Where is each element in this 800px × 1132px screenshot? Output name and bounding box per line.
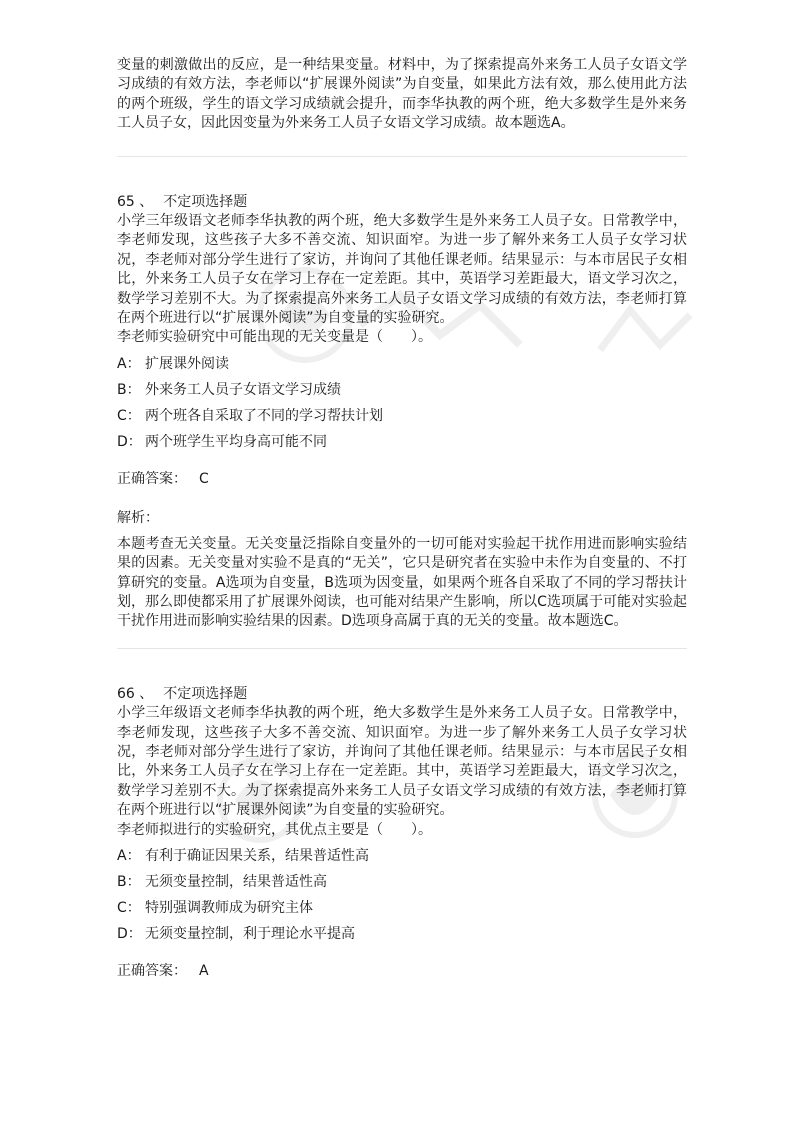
option-text: 无须变量控制，利于理论水平提高 bbox=[145, 925, 355, 942]
question-number: 66 、 bbox=[117, 685, 154, 702]
section-divider bbox=[117, 648, 687, 649]
option-key: A： bbox=[117, 355, 141, 372]
question-stem: 小学三年级语文老师李华执教的两个班，绝大多数学生是外来务工人员子女。日常教学中，李老师发现，这些孩子大多不善交流、知识面窄。为进一步了解外来务工人员子女学习状况，李老师对部分学生进行了家访，并询问了其他任课老师。结果显示：与本市居民子女相比，外来务工人员子女在学习上存在一定差距。其中，英语学习差距最大，语文学习次之，数学学习差别不大。为了探索提高外来务工人员子女语文学习成绩的有效方法，李老师打算在两个班进行以“扩展课外阅读”为自变量的实验研究。 bbox=[117, 213, 687, 327]
option-b bbox=[117, 381, 687, 400]
option-a bbox=[117, 847, 687, 866]
correct-answer bbox=[117, 470, 687, 489]
option-text: 有利于确证因果关系，结果普适性高 bbox=[145, 848, 369, 865]
document-content bbox=[117, 56, 687, 982]
option-key: B： bbox=[117, 381, 141, 398]
option-c bbox=[117, 899, 687, 918]
option-text: 无须变量控制，结果普适性高 bbox=[145, 874, 327, 890]
section-divider bbox=[117, 156, 687, 157]
option-text: 扩展课外阅读 bbox=[145, 355, 229, 372]
option-a bbox=[117, 355, 687, 374]
question-type: 不定项选择题 bbox=[163, 193, 248, 210]
option-text: 两个班各自采取了不同的学习帮扶计划 bbox=[145, 407, 383, 424]
correct-answer bbox=[117, 962, 687, 981]
question-stem: 小学三年级语文老师李华执教的两个班，绝大多数学生是外来务工人员子女。日常教学中，李老师发现，这些孩子大多不善交流、知识面窄。为进一步了解外来务工人员子女学习状况，李老师对部分学生进行了家访，并询问了其他任课老师。结果显示：与本市居民子女相比，外来务工人员子女在学习上存在一定差距。其中，英语学习差距最大，语文学习次之，数学学习差别不大。为了探索提高外来务工人员子女语文学习成绩的有效方法，李老师打算在两个班进行以“扩展课外阅读”为自变量的实验研究。 bbox=[117, 705, 687, 819]
option-d bbox=[117, 925, 687, 944]
answer-value: A bbox=[199, 963, 209, 980]
analysis-text: 本题考查无关变量。无关变量泛指除自变量外的一切可能对实验起干扰作用进而影响实验结果的因素。无关变量对实验不是真的“无关”，它只是研究者在实验中未作为自变量的、不打算研究的变量。A选项为自变量，B选项为因变量，如果两个班各自采取了不同的学习帮扶计划，那么即使都采用了扩展课外阅读，也可能对结果产生影响，所以C选项属于可能对实验起干扰作用进而影响实验结果的因素。D选项身高属于真的无关的变量。故本题选C。 bbox=[117, 535, 687, 630]
previous-explanation: 变量的刺激做出的反应，是一种结果变量。材料中，为了探索提高外来务工人员子女语文学习成绩的有效方法，李老师以“扩展课外阅读”为自变量，如果此方法有效，那么使用此方法的两个班级，学生的语文学习成绩就会提升，而李华执教的两个班，绝大多数学生是外来务工人员子女，因此因变量为外来务工人员子女语文学习成绩。故本题选A。 bbox=[117, 57, 687, 132]
answer-label: 正确答案： bbox=[117, 471, 187, 487]
question-prompt: 李老师实验研究中可能出现的无关变量是（ ）。 bbox=[117, 329, 432, 346]
option-text: 外来务工人员子女语文学习成绩 bbox=[145, 381, 341, 398]
question-66 bbox=[117, 685, 687, 982]
question-header bbox=[117, 685, 687, 704]
option-key: C： bbox=[117, 899, 141, 916]
option-key: A： bbox=[117, 848, 141, 865]
option-d bbox=[117, 433, 687, 452]
question-prompt: 李老师拟进行的实验研究，其优点主要是（ ）。 bbox=[117, 821, 432, 838]
question-header bbox=[117, 193, 687, 212]
option-b bbox=[117, 873, 687, 892]
answer-value: C bbox=[199, 471, 209, 487]
option-text: 特别强调教师成为研究主体 bbox=[145, 899, 313, 916]
option-key: D： bbox=[117, 925, 142, 942]
option-c bbox=[117, 407, 687, 426]
option-key: D： bbox=[117, 433, 142, 450]
answer-label: 正确答案： bbox=[117, 963, 187, 980]
option-key: B： bbox=[117, 874, 141, 890]
question-number: 65 、 bbox=[117, 193, 154, 210]
question-type: 不定项选择题 bbox=[163, 685, 248, 702]
option-text: 两个班学生平均身高可能不同 bbox=[145, 433, 327, 450]
option-key: C： bbox=[117, 407, 141, 424]
question-65 bbox=[117, 193, 687, 632]
analysis-label: 解析： bbox=[117, 510, 159, 527]
